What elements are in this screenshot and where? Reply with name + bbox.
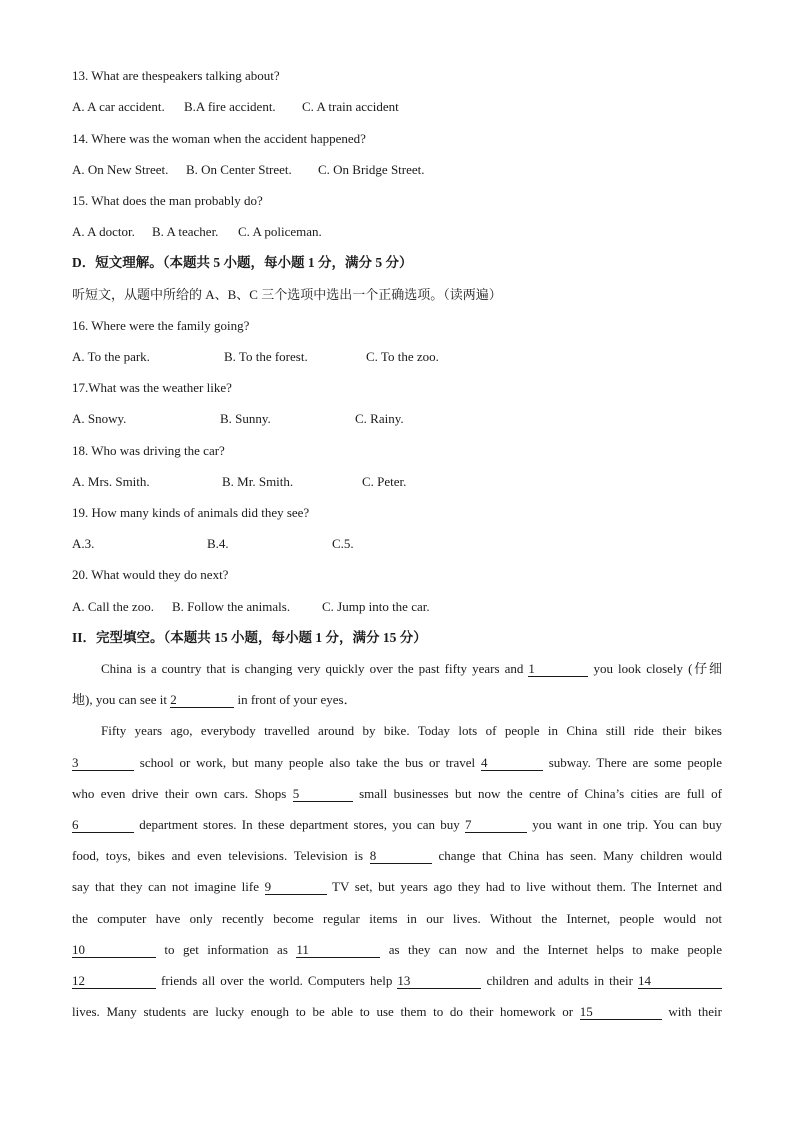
blank-4: 4 <box>481 756 543 771</box>
passage-line <box>72 817 722 833</box>
question-16: 16. Where were the family going? <box>72 318 250 333</box>
passage-text: department stores. In these department stores, you can buy <box>139 817 460 832</box>
question-15: 15. What does the man probably do? <box>72 193 263 208</box>
blank-7: 7 <box>465 818 527 833</box>
option-a: A.3. <box>72 536 95 551</box>
question-13-options <box>72 99 722 115</box>
option-c: C. A train accident <box>302 99 399 114</box>
blank-2: 2 <box>170 693 234 708</box>
option-a: A. Snowy. <box>72 411 127 426</box>
blank-5: 5 <box>293 787 353 802</box>
option-b: B. A teacher. <box>152 224 219 239</box>
question-17-options <box>72 411 722 427</box>
option-c: C.5. <box>332 536 354 551</box>
passage-text: children and adults in their <box>486 973 633 988</box>
passage-text: lives. Many students are lucky enough to be able to use them to do their homework or <box>72 1004 574 1019</box>
question-17: 17.What was the weather like? <box>72 380 232 395</box>
option-b: B. On Center Street. <box>186 162 292 177</box>
blank-15: 15 <box>580 1005 662 1020</box>
option-a: A. To the park. <box>72 349 150 364</box>
blank-13: 13 <box>397 974 481 989</box>
option-b: B.4. <box>207 536 229 551</box>
blank-8: 8 <box>370 849 432 864</box>
cloze-passage <box>72 661 722 1021</box>
passage-text: with their <box>668 1004 722 1019</box>
passage-line <box>72 848 722 864</box>
passage-text: school or work, but many people also take the bus or travel <box>139 755 476 770</box>
option-c: C. Rainy. <box>355 411 404 426</box>
blank-6: 6 <box>72 818 134 833</box>
question-13: 13. What are thespeakers talking about? <box>72 68 280 83</box>
option-a: A. A doctor. <box>72 224 135 239</box>
question-19-options <box>72 536 722 552</box>
section-d-heading: D．短文理解。（本题共 5 小题，每小题 1 分，满分 5 分） <box>72 255 413 270</box>
question-20-options <box>72 599 722 615</box>
option-c: C. To the zoo. <box>366 349 439 364</box>
passage-text: China is a country that is changing very quickly over the past fifty years and <box>101 661 524 676</box>
passage-line <box>72 786 722 802</box>
passage-text: say that they can not imagine life <box>72 879 259 894</box>
passage-text: 地), you can see it <box>72 692 167 707</box>
passage-text: as they can now and the Internet helps to make people <box>388 942 723 957</box>
passage-text: TV set, but years ago they had to live without them. The Internet and <box>332 879 722 894</box>
option-b: B. To the forest. <box>224 349 308 364</box>
option-c: C. On Bridge Street. <box>318 162 425 177</box>
blank-1: 1 <box>528 662 588 677</box>
question-15-options <box>72 224 722 240</box>
question-19: 19. How many kinds of animals did they see? <box>72 505 310 520</box>
passage-line <box>101 723 722 739</box>
passage-line <box>72 1004 722 1020</box>
passage-text: friends all over the world. Computers help <box>161 973 393 988</box>
passage-line <box>72 942 722 958</box>
passage-line <box>72 879 722 895</box>
passage-text: subway. There are some people <box>548 755 723 770</box>
option-c: C. A policeman. <box>238 224 322 239</box>
blank-11: 11 <box>296 943 380 958</box>
option-a: A. Call the zoo. <box>72 599 154 614</box>
option-c: C. Peter. <box>362 474 407 489</box>
option-c: C. Jump into the car. <box>322 599 430 614</box>
option-b: B.A fire accident. <box>184 99 276 114</box>
question-14-options <box>72 162 722 178</box>
blank-9: 9 <box>265 880 327 895</box>
passage-line <box>101 661 722 677</box>
option-a: A. Mrs. Smith. <box>72 474 150 489</box>
passage-text: you look closely (仔细 <box>593 661 723 676</box>
blank-14: 14 <box>638 974 722 989</box>
passage-text: Fifty years ago, everybody travelled around by bike. Today lots of people in China still ride their bikes <box>101 723 722 738</box>
question-14: 14. Where was the woman when the accident happened? <box>72 131 366 146</box>
passage-text: in front of your eyes． <box>237 692 357 707</box>
passage-text: change that China has seen. Many children would <box>438 848 723 863</box>
option-a: A. A car accident. <box>72 99 165 114</box>
passage-line <box>72 692 722 708</box>
option-b: B. Sunny. <box>220 411 271 426</box>
blank-10: 10 <box>72 943 156 958</box>
blank-3: 3 <box>72 756 134 771</box>
passage-text: food, toys, bikes and even televisions. Television is <box>72 848 364 863</box>
option-b: B. Mr. Smith. <box>222 474 294 489</box>
section-ii-heading: II．完型填空。（本题共 15 小题，每小题 1 分，满分 15 分） <box>72 630 427 645</box>
section-d-instruction: 听短文，从题中所给的 A、B、C 三个选项中选出一个正确选项。（读两遍） <box>72 287 502 302</box>
passage-line <box>72 973 722 989</box>
option-a: A. On New Street. <box>72 162 169 177</box>
passage-text: the computer have only recently become regular items in our lives. Without the Internet, people would not <box>72 911 722 926</box>
question-20: 20. What would they do next? <box>72 567 229 582</box>
passage-line <box>72 911 722 927</box>
passage-text: you want in one trip. You can buy <box>532 817 722 832</box>
passage-text: to get information as <box>164 942 288 957</box>
question-16-options <box>72 349 722 365</box>
question-18: 18. Who was driving the car? <box>72 443 225 458</box>
blank-12: 12 <box>72 974 156 989</box>
passage-text: who even drive their own cars. Shops <box>72 786 287 801</box>
option-b: B. Follow the animals. <box>172 599 291 614</box>
passage-text: small businesses but now the centre of China’s cities are full of <box>359 786 723 801</box>
passage-line <box>72 755 722 771</box>
question-18-options <box>72 474 722 490</box>
